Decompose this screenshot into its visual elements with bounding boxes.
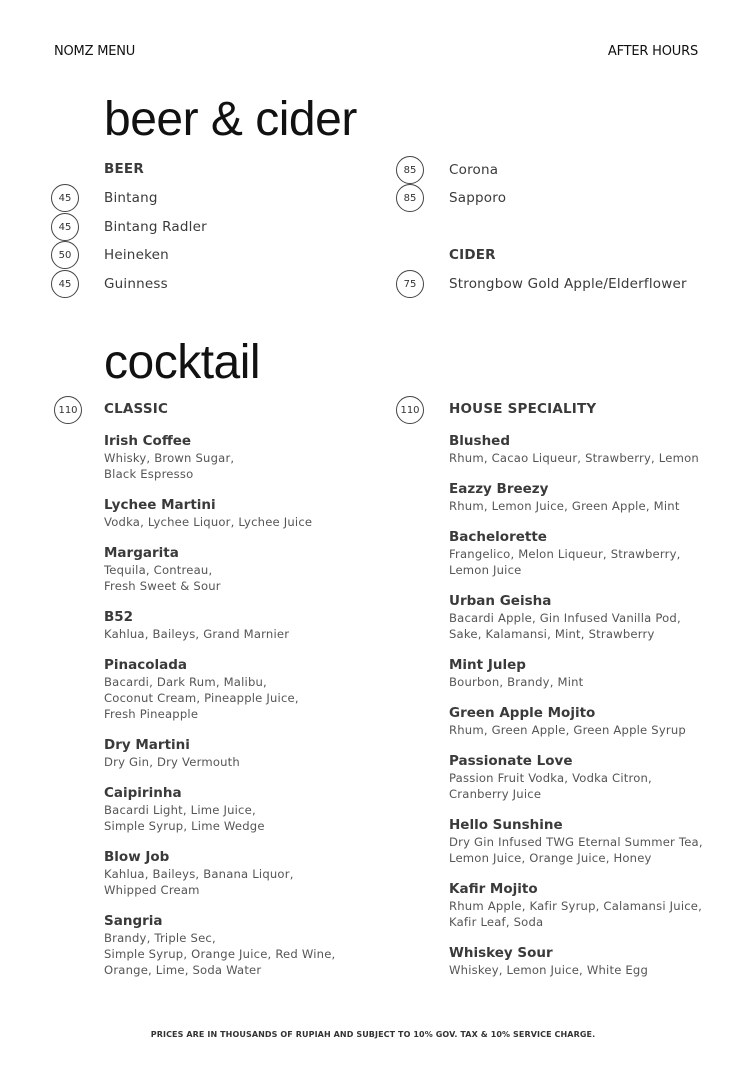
cocktail-name: Lychee Martini (104, 497, 216, 513)
price-badge: 75 (396, 270, 424, 298)
cocktail-ingredients: Rhum, Lemon Juice, Green Apple, Mint (449, 499, 680, 513)
cocktail-item (449, 817, 703, 866)
house-speciality-heading: HOUSE SPECIALITY (449, 401, 597, 417)
beer-item-guinness: Guinness (104, 276, 168, 292)
beer-heading: BEER (104, 161, 144, 177)
cocktail-item (104, 785, 265, 834)
price-badge: 50 (51, 241, 79, 269)
price-badge: 45 (51, 270, 79, 298)
cocktail-item (449, 481, 680, 514)
cocktail-item (449, 433, 699, 466)
cocktail-ingredients: Rhum Apple, Kafir Syrup, Calamansi Juice, Kafir Leaf, Soda (449, 899, 703, 929)
cider-heading: CIDER (449, 247, 496, 263)
price-badge: 85 (396, 184, 424, 212)
cocktail-ingredients: Bacardi Apple, Gin Infused Vanilla Pod, Sake, Kalamansi, Mint, Strawberry (449, 611, 681, 641)
beer-item-heineken: Heineken (104, 247, 169, 263)
cocktail-ingredients: Dry Gin Infused TWG Eternal Summer Tea, Lemon Juice, Orange Juice, Honey (449, 835, 703, 865)
cocktail-ingredients: Whiskey, Lemon Juice, White Egg (449, 963, 649, 977)
cocktail-item (104, 433, 234, 482)
cocktail-item (449, 529, 681, 578)
cocktail-ingredients: Bacardi Light, Lime Juice, Simple Syrup, Lime Wedge (104, 803, 265, 833)
cocktail-title: cocktail (104, 336, 261, 389)
cocktail-name: Hello Sunshine (449, 817, 563, 833)
cocktail-name: Irish Coffee (104, 433, 192, 449)
cocktail-item (104, 545, 221, 594)
cocktail-name: Caipirinha (104, 785, 182, 801)
cocktail-name: Passionate Love (449, 753, 573, 769)
cocktail-item (449, 705, 686, 738)
brand-name: NOMZ MENU (54, 44, 136, 59)
cocktail-name: Margarita (104, 545, 179, 561)
beer-item-bintang: Bintang (104, 190, 158, 206)
cocktail-name: B52 (104, 609, 134, 625)
cocktail-name: Dry Martini (104, 737, 190, 753)
cocktail-ingredients: Whisky, Brown Sugar, Black Espresso (104, 451, 235, 481)
cocktail-ingredients: Tequila, Contreau, Fresh Sweet & Sour (104, 563, 221, 593)
price-badge: 85 (396, 156, 424, 184)
cocktail-item (104, 657, 299, 722)
cocktail-ingredients: Vodka, Lychee Liquor, Lychee Juice (104, 515, 313, 529)
cocktail-name: Sangria (104, 913, 163, 929)
cocktail-name: Kafir Mojito (449, 881, 538, 897)
cocktail-item (104, 737, 240, 770)
cocktail-item (449, 753, 652, 802)
price-badge: 45 (51, 213, 79, 241)
cocktail-item (449, 945, 648, 978)
price-badge: 110 (54, 396, 82, 424)
beer-item-sapporo: Sapporo (449, 190, 507, 206)
cocktail-item (449, 881, 702, 930)
cocktail-item (104, 497, 312, 530)
beer-cider-title: beer & cider (104, 93, 357, 146)
cocktail-name: Urban Geisha (449, 593, 552, 609)
cocktail-ingredients: Passion Fruit Vodka, Vodka Citron, Cranberry Juice (449, 771, 652, 801)
menu-section-name: AFTER HOURS (607, 44, 698, 59)
cocktail-item (449, 657, 583, 690)
cocktail-ingredients: Kahlua, Baileys, Banana Liquor, Whipped Cream (104, 867, 294, 897)
cocktail-item (449, 593, 681, 642)
cocktail-name: Pinacolada (104, 657, 188, 673)
cocktail-item (104, 849, 294, 898)
cocktail-name: Green Apple Mojito (449, 705, 596, 721)
cocktail-ingredients: Brandy, Triple Sec, Simple Syrup, Orange Juice, Red Wine, Orange, Lime, Soda Water (104, 931, 336, 977)
classic-heading: CLASSIC (104, 401, 169, 417)
price-badge: 110 (396, 396, 424, 424)
price-badge: 45 (51, 184, 79, 212)
cider-item-strongbow: Strongbow Gold Apple/Elderflower (449, 276, 687, 292)
cocktail-ingredients: Rhum, Green Apple, Green Apple Syrup (449, 723, 686, 737)
cocktail-name: Mint Julep (449, 657, 526, 673)
cocktail-ingredients: Frangelico, Melon Liqueur, Strawberry, Lemon Juice (449, 547, 681, 577)
cocktail-ingredients: Bacardi, Dark Rum, Malibu, Coconut Cream, Pineapple Juice, Fresh Pineapple (104, 675, 299, 721)
cocktail-name: Bachelorette (449, 529, 547, 545)
cocktail-name: Blow Job (104, 849, 170, 865)
beer-item-corona: Corona (449, 162, 499, 178)
cocktail-ingredients: Dry Gin, Dry Vermouth (104, 755, 240, 769)
cocktail-ingredients: Bourbon, Brandy, Mint (449, 675, 584, 689)
cocktail-ingredients: Kahlua, Baileys, Grand Marnier (104, 627, 290, 641)
beer-item-bintang-radler: Bintang Radler (104, 219, 207, 235)
cocktail-ingredients: Rhum, Cacao Liqueur, Strawberry, Lemon (449, 451, 699, 465)
cocktail-name: Whiskey Sour (449, 945, 553, 961)
price-disclaimer: PRICES ARE IN THOUSANDS OF RUPIAH AND SUBJECT TO 10% GOV. TAX & 10% SERVICE CHARGE. (150, 1030, 596, 1039)
cocktail-name: Eazzy Breezy (449, 481, 549, 497)
cocktail-name: Blushed (449, 433, 510, 449)
cocktail-item (104, 609, 289, 642)
cocktail-item (104, 913, 335, 978)
